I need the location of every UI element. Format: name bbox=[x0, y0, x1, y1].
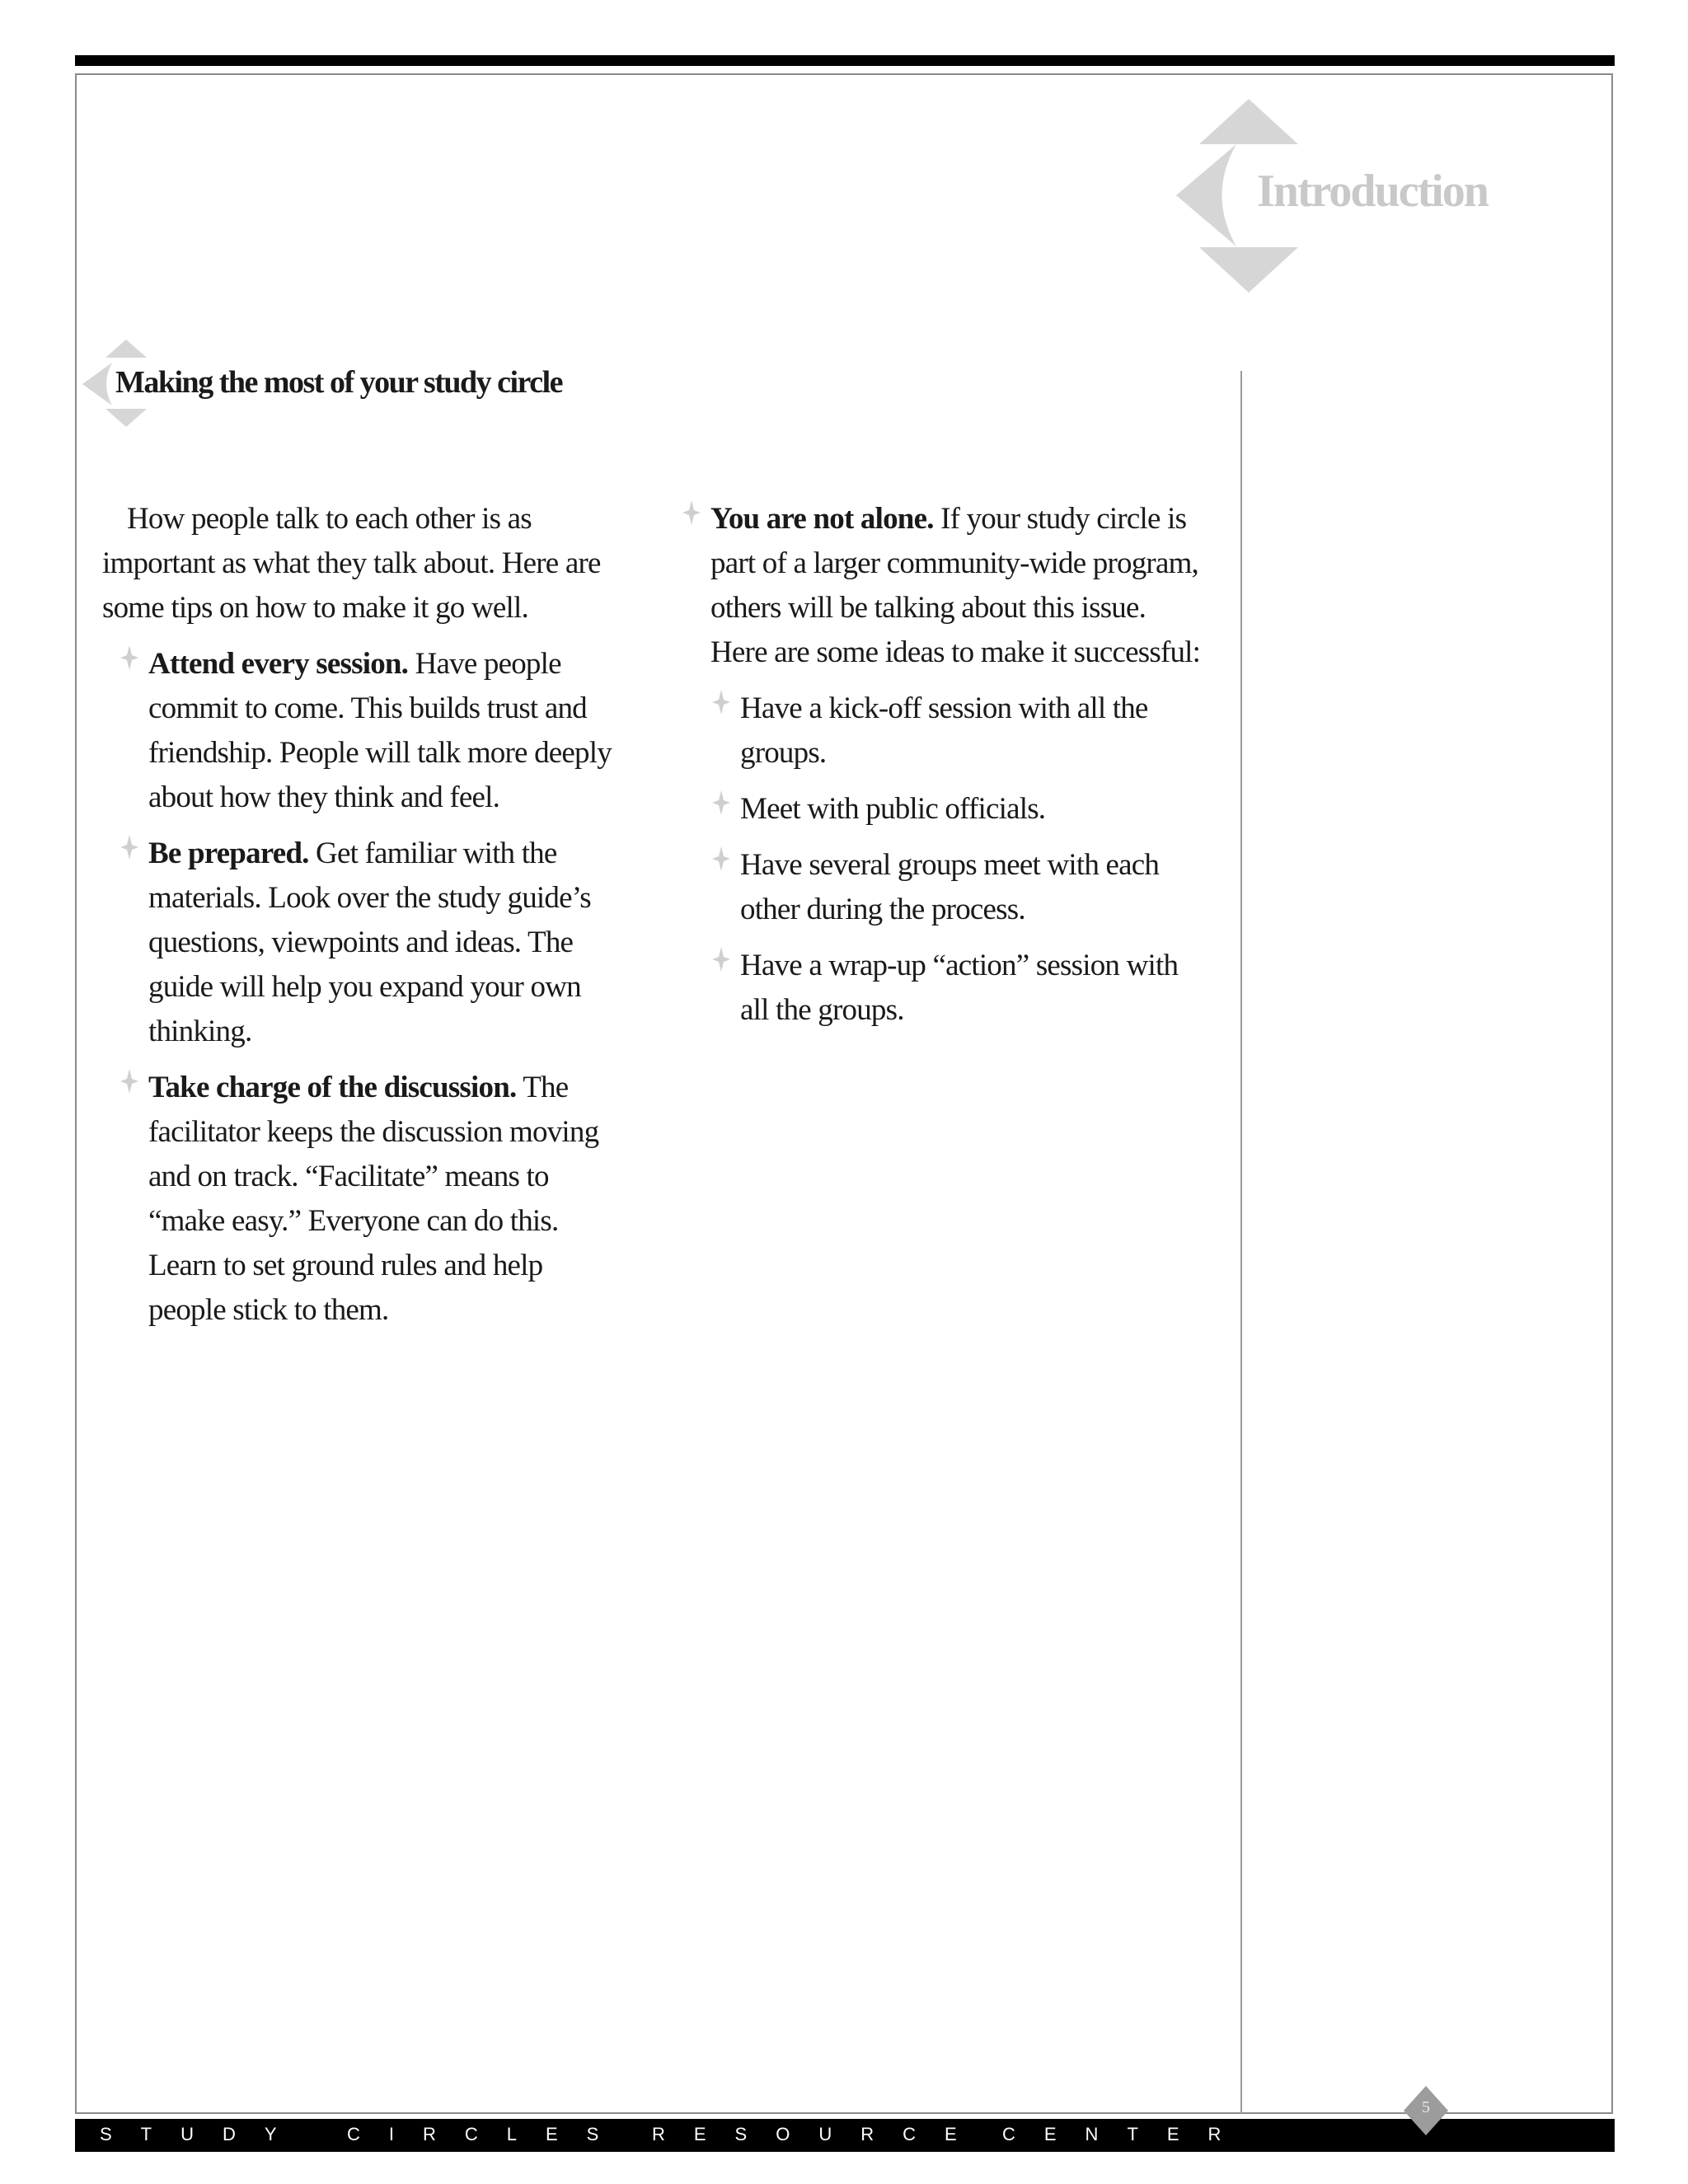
idea-text: Meet with public officials. bbox=[740, 792, 1046, 826]
tip-lead: Be prepared. bbox=[148, 837, 309, 870]
list-item bbox=[740, 687, 1205, 776]
four-point-star-icon bbox=[712, 790, 730, 815]
tip-text: If your study circle is part of a larger community-wide program, others will be talking about this issue. Here are some ideas to make it successful: bbox=[710, 502, 1201, 669]
four-point-star-icon bbox=[712, 947, 730, 972]
tips-list bbox=[148, 642, 621, 1333]
four-point-star-icon bbox=[712, 846, 730, 871]
four-point-star-icon bbox=[712, 690, 730, 715]
footer-word: CIRCLES bbox=[347, 2124, 628, 2144]
list-item bbox=[148, 1066, 621, 1333]
footer-bar bbox=[75, 2119, 1615, 2152]
idea-text: Have a wrap-up “action” session with all the groups. bbox=[740, 949, 1179, 1027]
left-column bbox=[102, 497, 621, 1344]
right-column bbox=[710, 497, 1205, 1044]
tip-lead: Take charge of the discussion. bbox=[148, 1071, 517, 1104]
four-point-star-icon bbox=[120, 1069, 138, 1094]
ideas-list bbox=[740, 687, 1205, 1033]
footer-word: STUDY bbox=[100, 2124, 306, 2144]
idea-text: Have several groups meet with each other during the process. bbox=[740, 848, 1160, 926]
list-item bbox=[740, 944, 1205, 1033]
tip-text: Have people commit to come. This builds trust and friendship. People will talk more deeply about how they think and feel. bbox=[148, 647, 612, 814]
list-item bbox=[148, 642, 621, 820]
article-heading: Making the most of your study circle bbox=[115, 365, 563, 400]
tip-lead: You are not alone. bbox=[710, 502, 934, 536]
list-item bbox=[148, 832, 621, 1054]
footer-word: RESOURCE bbox=[652, 2124, 986, 2144]
list-item bbox=[740, 843, 1205, 932]
four-point-star-icon bbox=[682, 500, 701, 525]
list-item bbox=[740, 787, 1205, 832]
sidebar-divider bbox=[1240, 371, 1242, 2114]
four-point-star-icon bbox=[120, 835, 138, 860]
top-rule bbox=[75, 55, 1615, 66]
four-point-star-icon bbox=[120, 645, 138, 670]
section-label: Introduction bbox=[1257, 166, 1488, 217]
list-item bbox=[710, 497, 1205, 675]
tip-text: Get familiar with the materials. Look over the study guide’s questions, viewpoints and ideas. The guide will help you expand your own thinking. bbox=[148, 837, 591, 1048]
tip-text: The facilitator keeps the discussion moving and on track. “Facilitate” means to “make easy.” Everyone can do this. Learn to set ground rules and help people stick to them. bbox=[148, 1071, 599, 1327]
tip-lead: Attend every session. bbox=[148, 647, 409, 681]
page-number: 5 bbox=[1422, 2098, 1430, 2116]
idea-text: Have a kick-off session with all the groups. bbox=[740, 691, 1148, 770]
intro-paragraph: How people talk to each other is as important as what they talk about. Here are some tips on how to make it go well. bbox=[102, 502, 601, 625]
footer-word: CENTER bbox=[1002, 2124, 1250, 2144]
